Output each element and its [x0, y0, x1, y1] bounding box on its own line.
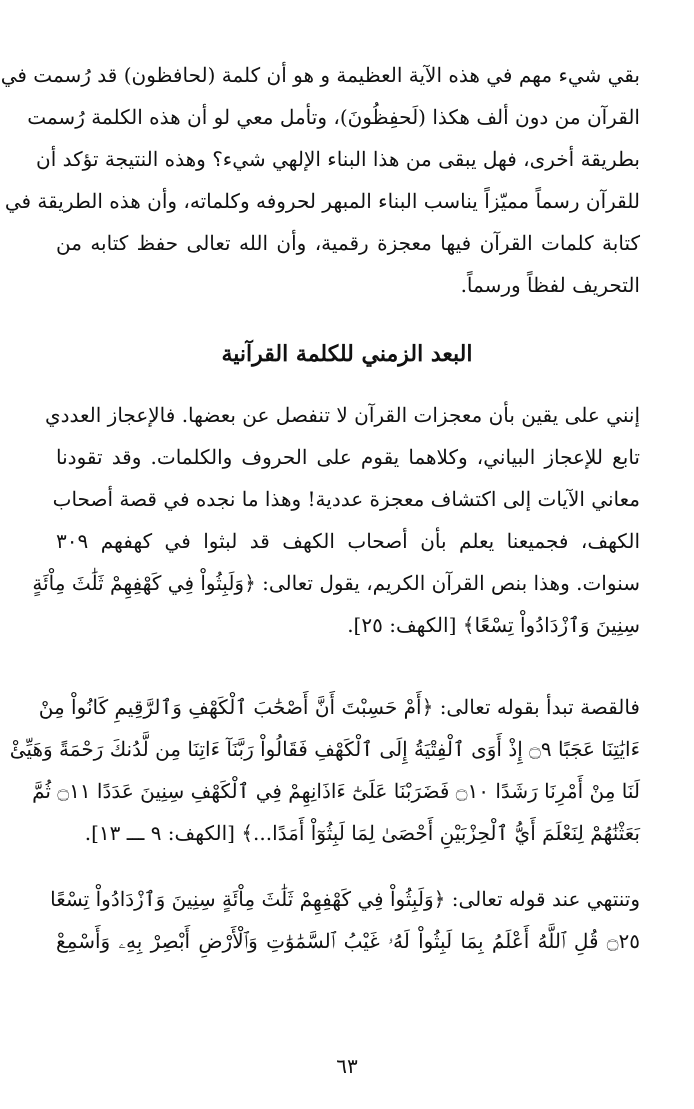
text-line: بطريقة أخرى، فهل يبقى من هذا البناء الإلهي شيء؟ وهذه النتيجة تؤكد أن	[36, 147, 640, 171]
text-line: ءَايَٰتِنَا عَجَبًا ۝٩ إِذْ أَوَى ٱلْفِتْيَةُ إِلَى ٱلْكَهْفِ فَقَالُواْ رَبَّنَآ ءَاتِنَا مِن لَّدُنكَ رَحْمَةً وَهَيِّئْ	[9, 737, 640, 761]
paragraph-intro	[32, 394, 640, 646]
text-line: بقي شيء مهم في هذه الآية العظيمة و هو أن كلمة (لحافظون) قد رُسمت في	[0, 63, 640, 87]
text-line: إنني على يقين بأن معجزات القرآن لا تنفصل عن بعضها. فالإعجاز العددي	[44, 403, 640, 427]
text-line: فالقصة تبدأ بقوله تعالى: ﴿أَمْ حَسِبْتَ أَنَّ أَصْحَٰبَ ٱلْكَهْفِ وَٱلرَّقِيمِ كَانُواْ مِنْ	[38, 695, 640, 719]
text-line: سِنِينَ وَٱزْدَادُواْ تِسْعًا﴾ [الكهف: ٢٥].	[347, 613, 640, 637]
text-line: ۝٢٥ قُلِ ٱللَّهُ أَعْلَمُ بِمَا لَبِثُواْ لَهُۥ غَيْبُ ٱلسَّمَٰوَٰتِ وَٱلْأَرْضِ أَبْصِرْ بِهِۦ وَأَسْمِعْ	[56, 929, 640, 953]
text-line: للقرآن رسماً مميّزاً يناسب البناء المبهر لحروفه وكلماته، وأن هذه الطريقة في	[4, 189, 640, 213]
text-line: كتابة كلمات القرآن فيها معجزة رقمية، وأن الله تعالى حفظ كتابه من	[56, 231, 640, 255]
text-line: تابع للإعجاز البياني، وكلاهما يقوم على الحروف والكلمات. وقد تقودنا	[56, 445, 640, 469]
text-line: بَعَثْنَٰهُمْ لِنَعْلَمَ أَيُّ ٱلْحِزْبَيْنِ أَحْصَىٰ لِمَا لَبِثُوٓاْ أَمَدًا...﴾ [الكهف: ٩ ـــ ١٣].	[84, 821, 640, 845]
text-line: الكهف، فجميعنا يعلم بأن أصحاب الكهف قد لبثوا في كهفهم ٣٠٩	[56, 529, 640, 553]
page-number: ٦٣	[336, 1054, 358, 1078]
paragraph-story-end	[50, 878, 640, 962]
text-line: التحريف لفظاً ورسماً.	[460, 273, 640, 297]
text-line: القرآن من دون ألف هكذا (لَحفِظُونَ)، وتأمل معي لو أن هذه الكلمة رُسمت	[27, 105, 640, 129]
text-line: لَنَا مِنْ أَمْرِنَا رَشَدًا ۝١٠ فَضَرَبْنَا عَلَىٰٓ ءَاذَانِهِمْ فِي ٱلْكَهْفِ سِنِينَ عَدَدًا ۝١١ ثُمَّ	[32, 779, 640, 803]
section-heading: البعد الزمني للكلمة القرآنية	[221, 341, 473, 367]
text-line: سنوات. وهذا بنص القرآن الكريم، يقول تعالى: ﴿وَلَبِثُواْ فِي كَهْفِهِمْ ثَلَٰثَ مِاْئَةٍ	[32, 571, 640, 595]
paragraph-rasm	[0, 54, 640, 306]
text-line: وتنتهي عند قوله تعالى: ﴿وَلَبِثُواْ فِي كَهْفِهِمْ ثَلَٰثَ مِاْئَةٍ سِنِينَ وَٱزْدَادُواْ تِسْعًا	[50, 887, 640, 911]
text-line: معاني الآيات إلى اكتشاف معجزة عددية! وهذا ما نجده في قصة أصحاب	[52, 487, 640, 511]
paragraph-story-start	[9, 686, 640, 854]
